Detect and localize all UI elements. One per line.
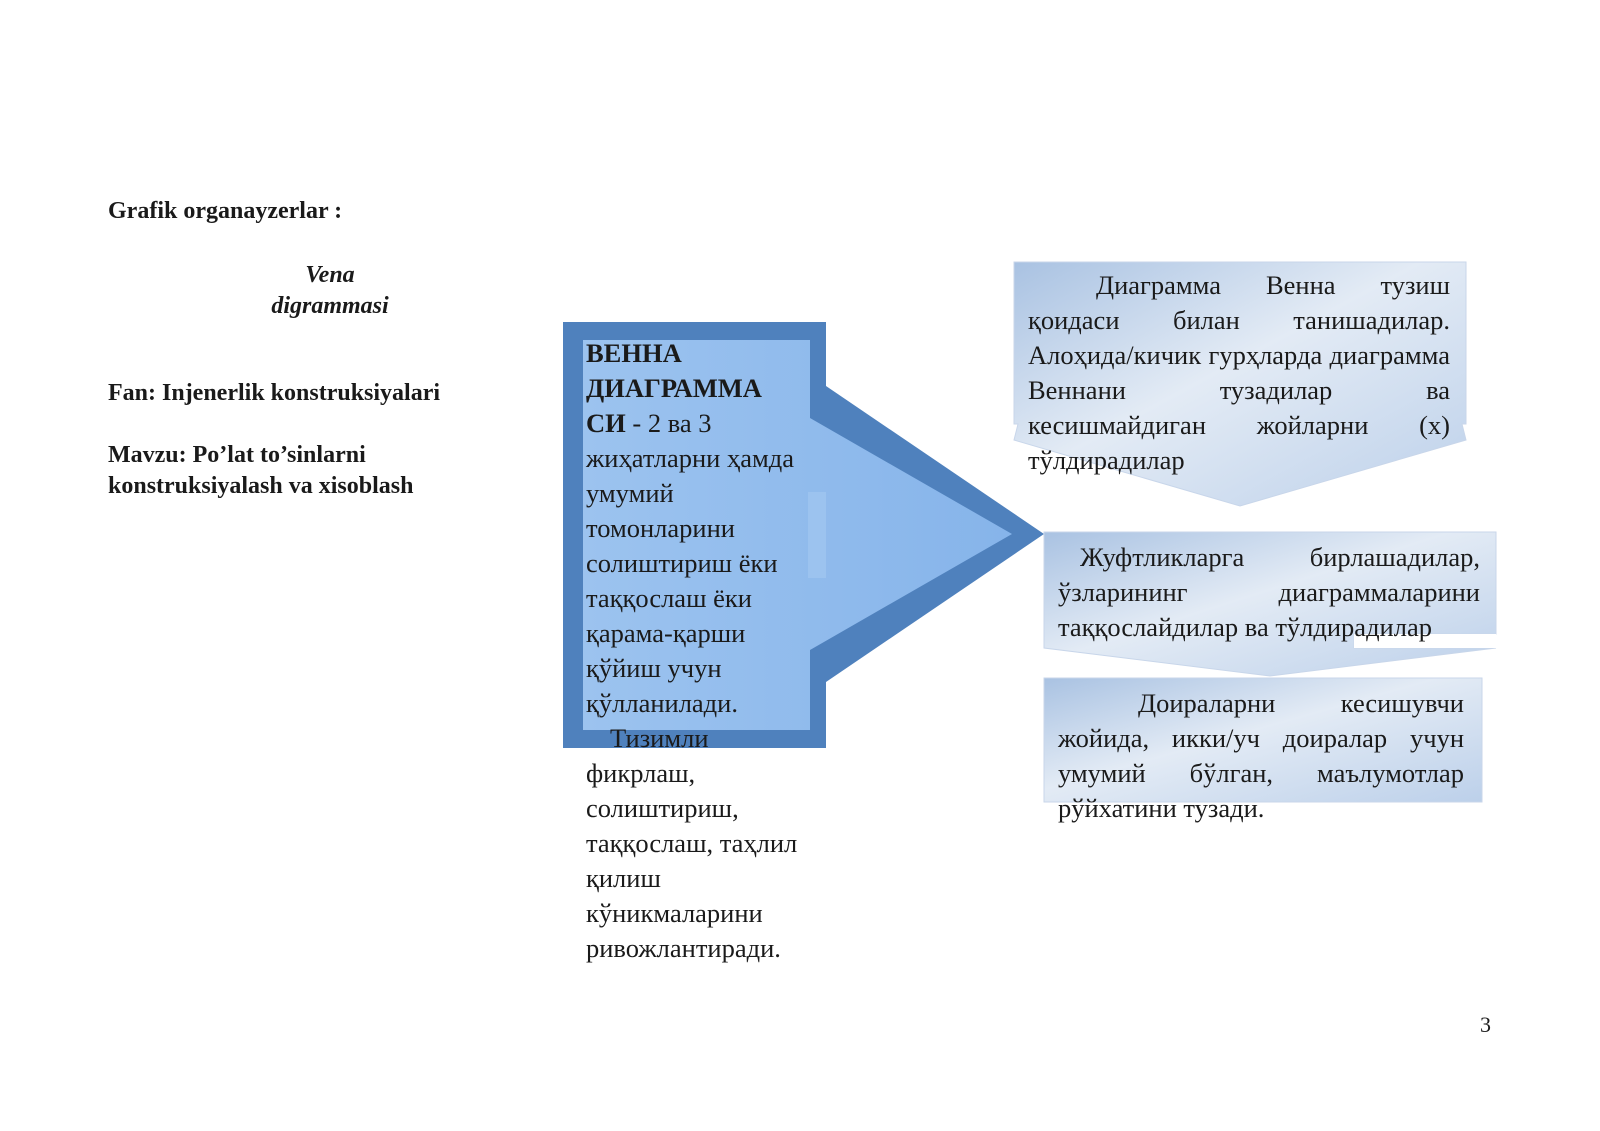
venn-purpose-text: Тизимли фикрлаш, солиштириш, таққослаш, таҳлил қилиш кўникмаларини ривожлантиради. [586, 723, 798, 963]
venn-definition [586, 336, 800, 966]
venn-definition-text: - 2 ва 3 жиҳатларни ҳамда умумий томонларини солиштириш ёки таққослаш ёки қарама-қарши қўйиш учун қўлланилади. [586, 408, 794, 718]
page-number: 3 [1480, 1012, 1491, 1037]
diagram-name [230, 260, 430, 322]
step-2-content: Жуфтликларга бирлашадилар, ўзларининг диаграммаларини таққослайдилар ва тўлдирадилар [1058, 542, 1480, 642]
venn-definition-paragraph [586, 336, 800, 721]
topic-label: Mavzu: Po’lat to’sinlarni konstruksiyalash va xisoblash [108, 442, 414, 499]
step-3-content: Доираларни кесишувчи жойида, икки/уч доиралар учун умумий бўлган, маълумотлар рўйхатини тузади. [1058, 688, 1464, 823]
subject-label: Fan: Injenerlik konstruksiyalari [108, 380, 441, 406]
diagram-name-line2: digrammasi [271, 293, 389, 319]
step-3-text [1058, 686, 1464, 826]
section-heading: Grafik organayzerlar : [108, 198, 343, 224]
venn-title: ВЕННА ДИАГРАММА СИ [586, 338, 762, 438]
step-1-content: Диаграмма Венна тузиш қоидаси билан танишадилар. Алоҳида/кичик гурҳларда диаграмма Веннани тузадилар ва кесишмайдиган жойларни (х) тўлдирадилар [1028, 270, 1450, 475]
arrow-frame-gap [808, 492, 826, 578]
venn-purpose-paragraph [586, 721, 800, 966]
step-1-text [1028, 268, 1450, 478]
diagram-name-line1: Vena [305, 262, 355, 288]
step-2-text [1058, 540, 1480, 645]
